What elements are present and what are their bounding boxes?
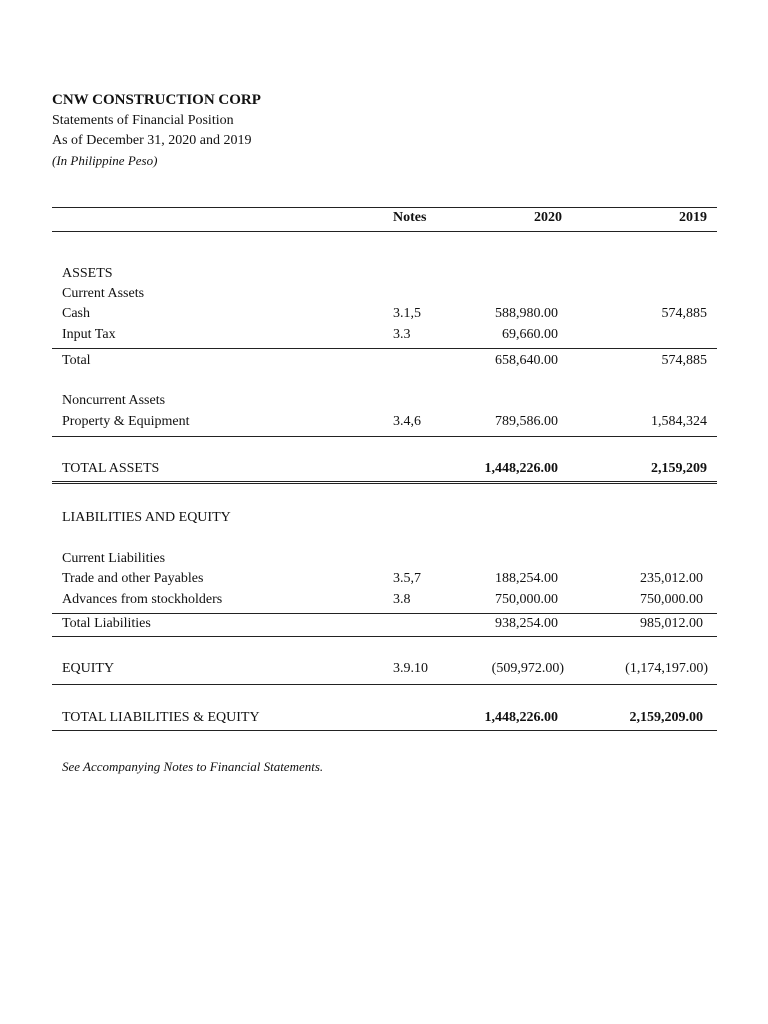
ppe-2019: 1,584,324 xyxy=(651,414,707,429)
assets-heading: ASSETS xyxy=(62,266,113,281)
total-assets-label: TOTAL ASSETS xyxy=(62,461,160,476)
current-assets-total-label: Total xyxy=(62,353,91,368)
grand-total-label: TOTAL LIABILITIES & EQUITY xyxy=(62,710,260,725)
currency-note: (In Philippine Peso) xyxy=(52,153,158,168)
statement-title: Statements of Financial Position xyxy=(52,113,234,128)
statement-period: As of December 31, 2020 and 2019 xyxy=(52,133,252,148)
payables-label: Trade and other Payables xyxy=(62,571,204,586)
equity-notes: 3.9.10 xyxy=(393,661,428,676)
advances-notes: 3.8 xyxy=(393,592,411,607)
col-notes-header: Notes xyxy=(393,210,427,225)
grand-total-2019: 2,159,209.00 xyxy=(629,710,703,725)
total-assets-2020: 1,448,226.00 xyxy=(484,461,558,476)
current-assets-rule xyxy=(52,348,717,349)
ppe-rule xyxy=(52,436,717,437)
current-assets-total-2020: 658,640.00 xyxy=(495,353,558,368)
cash-notes: 3.1,5 xyxy=(393,306,421,321)
total-liabilities-2019: 985,012.00 xyxy=(640,616,703,631)
cash-2020: 588,980.00 xyxy=(495,306,558,321)
ppe-label: Property & Equipment xyxy=(62,414,190,429)
header-top-rule xyxy=(52,207,717,208)
total-liabilities-label: Total Liabilities xyxy=(62,616,151,631)
liabilities-equity-heading: LIABILITIES AND EQUITY xyxy=(62,510,231,525)
current-assets-heading: Current Assets xyxy=(62,286,145,301)
company-name: CNW CONSTRUCTION CORP xyxy=(52,92,261,108)
total-liabilities-2020: 938,254.00 xyxy=(495,616,558,631)
liabilities-rule xyxy=(52,613,717,614)
payables-2019: 235,012.00 xyxy=(640,571,703,586)
advances-2020: 750,000.00 xyxy=(495,592,558,607)
grand-total-2020: 1,448,226.00 xyxy=(484,710,558,725)
col-2019-header: 2019 xyxy=(679,210,707,225)
grand-total-rule xyxy=(52,730,717,731)
input-tax-2020: 69,660.00 xyxy=(502,327,558,342)
col-2020-header: 2020 xyxy=(534,210,562,225)
current-assets-total-2019: 574,885 xyxy=(661,353,707,368)
ppe-notes: 3.4,6 xyxy=(393,414,421,429)
noncurrent-assets-heading: Noncurrent Assets xyxy=(62,393,166,408)
total-assets-double-rule xyxy=(52,481,717,484)
header-bottom-rule xyxy=(52,231,717,232)
equity-2020: (509,972.00) xyxy=(491,661,564,676)
advances-2019: 750,000.00 xyxy=(640,592,703,607)
cash-label: Cash xyxy=(62,306,90,321)
current-liabilities-heading: Current Liabilities xyxy=(62,551,166,566)
payables-notes: 3.5,7 xyxy=(393,571,421,586)
payables-2020: 188,254.00 xyxy=(495,571,558,586)
input-tax-label: Input Tax xyxy=(62,327,116,342)
ppe-2020: 789,586.00 xyxy=(495,414,558,429)
equity-rule xyxy=(52,684,717,685)
input-tax-notes: 3.3 xyxy=(393,327,411,342)
footer-note: See Accompanying Notes to Financial Statements. xyxy=(62,759,324,774)
equity-label: EQUITY xyxy=(62,661,115,676)
advances-label: Advances from stockholders xyxy=(62,592,223,607)
total-assets-2019: 2,159,209 xyxy=(651,461,707,476)
equity-2019: (1,174,197.00) xyxy=(625,661,708,676)
total-liabilities-rule xyxy=(52,636,717,637)
cash-2019: 574,885 xyxy=(661,306,707,321)
